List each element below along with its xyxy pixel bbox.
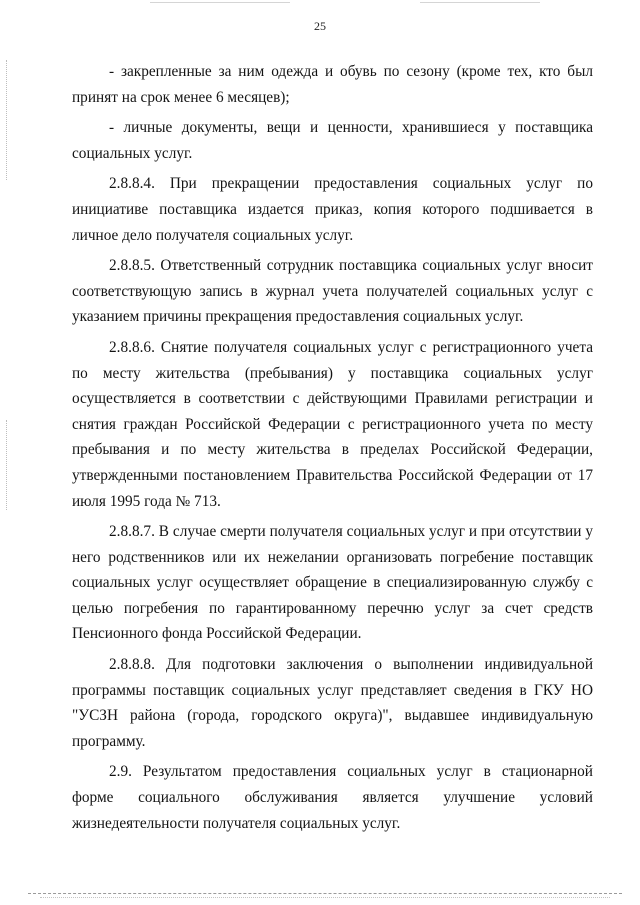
page-number: 25 <box>314 19 326 33</box>
document-body <box>72 59 593 836</box>
paragraph-2-8-8-8: 2.8.8.8. Для подготовки заключения о выполнении индивидуальной программы поставщик социальных услуг представляет сведения в ГКУ НО "УСЗН района (города, городского округа)", выдавшее индивидуальную программу. <box>72 656 593 750</box>
scan-artifact-top <box>420 2 540 3</box>
paragraph-2-8-8-7: 2.8.8.7. В случае смерти получателя социальных услуг и при отсутствии у него родственников или их нежелании организовать погребение поставщик социальных услуг осуществляет обращение в специализированную службу с целью погребения по гарантированному перечню услуг за счет средств Пенсионного фонда Российской Федерации. <box>72 523 593 643</box>
paragraph-2-9: 2.9. Результатом предоставления социальных услуг в стационарной форме социального обслуживания является улучшение условий жизнедеятельности получателя социальных услуг. <box>72 763 593 832</box>
scan-artifact-edge <box>6 420 7 510</box>
scan-artifact-edge <box>6 60 7 180</box>
scan-artifact-bottom <box>28 893 622 894</box>
scan-artifact-top <box>150 2 290 3</box>
scan-artifact-bottom <box>40 897 610 898</box>
paragraph-2-8-8-4: 2.8.8.4. При прекращении предоставления социальных услуг по инициативе поставщика издается приказ, копия которого подшивается в личное дело получателя социальных услуг. <box>72 175 593 244</box>
paragraph-2-8-8-5: 2.8.8.5. Ответственный сотрудник поставщика социальных услуг вносит соответствующую запись в журнал учета получателей социальных услуг с указанием причины прекращения предоставления социальных услуг. <box>72 257 593 326</box>
paragraph-documents: - личные документы, вещи и ценности, хранившиеся у поставщика социальных услуг. <box>72 119 593 162</box>
paragraph-2-8-8-6: 2.8.8.6. Снятие получателя социальных услуг с регистрационного учета по месту жительства (пребывания) у поставщика социальных услуг осуществляется в соответствии с действующими Правилами регистрации и снятия граждан Российской Федерации с регистрационного учета по месту пребывания и по месту жительства в пределах Российской Федерации, утвержденными постановлением Правительства Российской Федерации от 17 июля 1995 года № 713. <box>72 338 593 510</box>
paragraph-clothing: - закрепленные за ним одежда и обувь по сезону (кроме тех, кто был принят на срок менее 6 месяцев); <box>72 63 593 106</box>
